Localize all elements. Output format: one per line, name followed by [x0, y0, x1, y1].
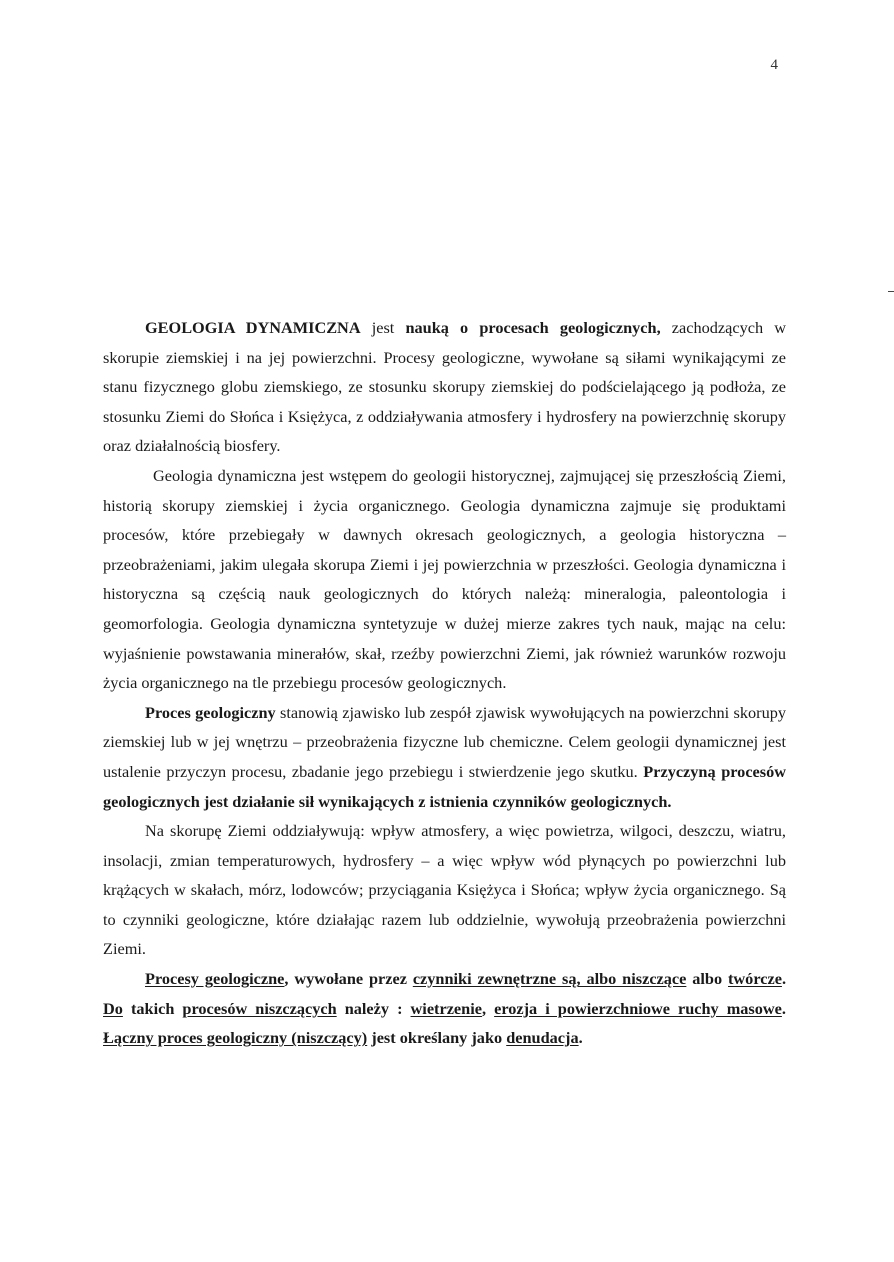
text-span: jest określany jako — [367, 1028, 507, 1048]
text-span: takich — [122, 998, 183, 1018]
paragraph-geologia-historyczna: Geologia dynamiczna jest wstępem do geologii historycznej, zajmującej się przeszłością Ziemi, historią skorupy ziemskiej i życia organicznego. Geologia dynamiczna zajmuje się produktami procesów, które przebiegały w dawnych okresach geologicznych, a geologia historyczna – przeobrażeniami, jakim ulegała skorupa Ziemi i jej powierzchnia w przeszłości. Geologia dynamiczna i historyczna są częścią nauk geologicznych do których należą: mineralogia, paleontologia i geomorfologia. Geologia dynamiczna syntetyzuje w dużej mierze zakres tych nauk, mając na celu: wyjaśnienie powstawania minerałów, skał, rzeźby powierzchni Ziemi, jak również warunków rozwoju życia organicznego na tle przebiegu procesów geologicznych. — [103, 465, 786, 693]
term-procesy-geologiczne: Procesy geologiczne — [145, 969, 285, 989]
term-laczny-proces: Łączny proces geologiczny (niszczący) — [103, 1028, 368, 1048]
paragraph-geologia-dynamiczna — [103, 313, 786, 461]
paragraph-czynniki-geologiczne: Na skorupę Ziemi oddziaływują: wpływ atmosfery, a więc powietrza, wilgoci, deszczu, wiatru, insolacji, zmian temperaturowych, hydrosfery – a więc wpływ wód płynących po powierzchni lub krążących w skałach, mórz, lodowców; przyciągania Księżyca i Słońca; wpływ życia organicznego. Są to czynniki geologiczne, które działając razem lub oddzielnie, wywołują przeobrażenia powierzchni Ziemi. — [103, 821, 786, 959]
text-span: jest — [360, 318, 406, 337]
text-span: , — [481, 998, 495, 1018]
term-czynniki-zewnetrzne: czynniki zewnętrzne są, albo niszczące — [412, 969, 687, 989]
page-number: 4 — [770, 57, 778, 73]
term-nauka-o-procesach: nauką o procesach geologicznych, — [405, 318, 661, 337]
term-wietrzenie: wietrzenie — [410, 998, 482, 1018]
statement-przyczyna-procesow: Przyczyną procesów geologicznych jest działanie sił wynikających z istnienia czynników geologicznych. — [103, 761, 787, 811]
term-procesow-niszczacych: procesów niszczących — [182, 998, 337, 1018]
margin-mark — [888, 291, 894, 292]
term-erozja-ruchy-masowe: erozja i powierzchniowe ruchy masowe — [494, 998, 782, 1018]
text-span: należy : — [336, 998, 411, 1018]
text-span: . — [578, 1028, 583, 1048]
term-tworcze: twórcze — [728, 969, 782, 989]
term-do: Do — [103, 998, 123, 1018]
text-span: albo — [686, 969, 728, 989]
term-proces-geologiczny: Proces geologiczny — [145, 702, 276, 722]
term-denudacja: denudacja — [506, 1028, 579, 1048]
text-span: . — [781, 969, 787, 989]
text-span: . — [781, 998, 786, 1018]
text-span: stanowią zjawisko lub zespół zjawisk wywołujących na powierzchni skorupy ziemskiej lub w jej wnętrzu – przeobrażenia fizyczne lub chemiczne. Celem geologii dynamicznej jest ustalenie przyczyn procesu, zbadanie jego przebiegu i stwierdzenie jego skutku. — [103, 702, 786, 781]
document-body — [103, 313, 786, 1053]
term-geologia-dynamiczna: GEOLOGIA DYNAMICZNA — [145, 318, 361, 337]
paragraph-procesy-niszczace — [103, 964, 786, 1053]
text-span: , wywołane przez — [284, 969, 413, 989]
text-span: zachodzących w skorupie ziemskiej i na jej powierzchni. Procesy geologiczne, wywołane są siłami wynikającymi ze stanu fizycznego globu ziemskiego, ze stosunku skorupy ziemskiej do podścielającego ją podłoża, ze stosunku Ziemi do Słońca i Księżyca, z oddziaływania atmosfery i hydrosfery na powierzchnię skorupy oraz działalnością biosfery. — [103, 318, 786, 456]
paragraph-proces-geologiczny — [103, 698, 786, 816]
